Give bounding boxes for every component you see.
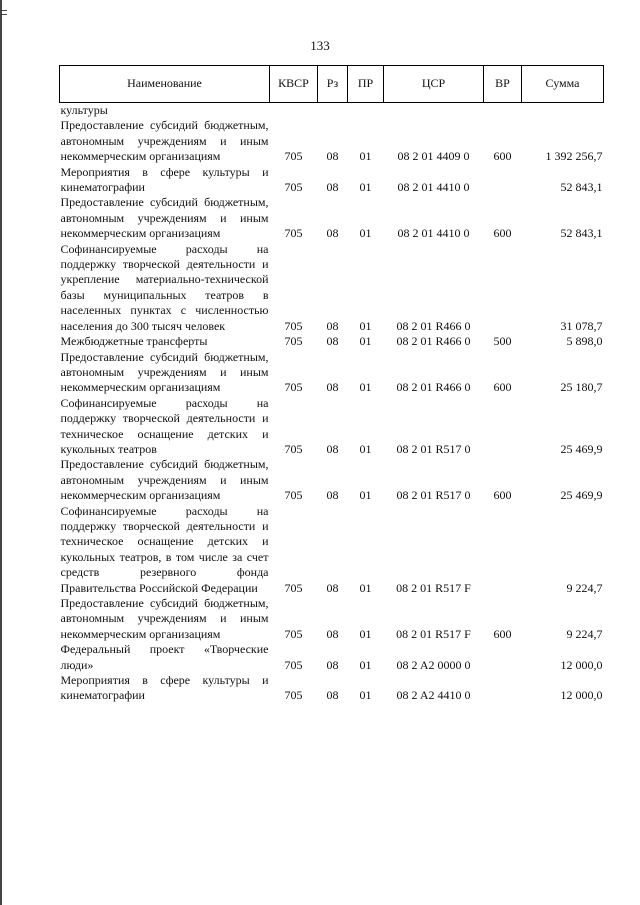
- row-csr: 08 2 01 4410 0: [397, 226, 470, 241]
- row-vr: [484, 103, 522, 119]
- row-name: Предоставление субсидий бюджетным, автономным учреждениям и иным некоммерческим организациям: [60, 596, 269, 641]
- row-kvsr: 705: [284, 149, 303, 164]
- row-kvsr: 705: [284, 380, 303, 395]
- row-vr: 600: [493, 626, 512, 641]
- row-rz: 08: [326, 180, 339, 195]
- row-rz: 08: [326, 318, 339, 333]
- row-csr: 08 2 01 R517 F: [396, 580, 471, 595]
- row-sum: 25 180,7: [560, 380, 603, 395]
- page-edge-line: [0, 0, 2, 905]
- row-rz: 08: [326, 334, 339, 349]
- header-kvsr: КВСР: [270, 66, 318, 103]
- row-rz: 08: [326, 149, 339, 164]
- table-row: [60, 457, 604, 503]
- row-pr: 01: [359, 180, 372, 195]
- row-name: Мероприятия в сфере культуры и кинематографии: [60, 673, 269, 703]
- row-kvsr: 705: [284, 318, 303, 333]
- row-pr: 01: [359, 149, 372, 164]
- budget-table: [59, 65, 604, 704]
- row-sum: 25 469,9: [560, 488, 603, 503]
- row-sum: 12 000,0: [560, 657, 603, 672]
- row-rz: [318, 103, 348, 119]
- row-kvsr: [270, 103, 318, 119]
- row-csr: 08 2 A2 0000 0: [396, 657, 471, 672]
- page-number: 133: [310, 38, 330, 53]
- row-name: Предоставление субсидий бюджетным, автономным учреждениям и иным некоммерческим организациям: [60, 457, 269, 503]
- row-kvsr: 705: [284, 441, 303, 456]
- row-vr: [484, 165, 522, 196]
- header-vr: ВР: [484, 66, 522, 103]
- row-rz: 08: [326, 380, 339, 395]
- row-vr: [484, 642, 522, 673]
- row-sum: 9 224,7: [566, 626, 603, 641]
- header-csr: ЦСР: [384, 66, 484, 103]
- row-csr: 08 2 01 4410 0: [397, 180, 470, 195]
- row-csr: 08 2 A2 4410 0: [396, 688, 471, 703]
- row-rz: 08: [326, 626, 339, 641]
- row-sum: 9 224,7: [566, 580, 603, 595]
- row-pr: 01: [359, 334, 372, 349]
- row-name: Предоставление субсидий бюджетным, автономным учреждениям и иным некоммерческим организациям: [60, 349, 269, 395]
- row-sum: 1 392 256,7: [545, 149, 603, 164]
- row-kvsr: 705: [284, 580, 303, 595]
- row-pr: 01: [359, 488, 372, 503]
- row-vr: [484, 673, 522, 704]
- row-vr: [484, 242, 522, 334]
- table-row: [60, 642, 604, 673]
- row-name: Межбюджетные трансферты: [60, 334, 208, 349]
- row-pr: 01: [359, 626, 372, 641]
- table-row: [60, 118, 604, 164]
- row-name: культуры: [60, 103, 108, 117]
- header-rz: Рз: [318, 66, 348, 103]
- row-kvsr: 705: [284, 334, 303, 349]
- table-row: [60, 673, 604, 704]
- row-pr: [348, 103, 384, 119]
- row-csr: 08 2 01 R517 F: [396, 626, 471, 641]
- table-row: [60, 165, 604, 196]
- row-pr: 01: [359, 380, 372, 395]
- table-row: [60, 242, 604, 334]
- row-kvsr: 705: [284, 180, 303, 195]
- row-sum: [522, 103, 604, 119]
- edge-mark: [0, 14, 7, 15]
- row-csr: 08 2 01 R466 0: [396, 318, 471, 333]
- row-name: Софинансируемые расходы на поддержку творческой деятельности и техническое оснащение детских и кукольных театров, в том числе за счет средств резервного фонда Правительства Российской Федерации: [60, 503, 269, 595]
- row-pr: 01: [359, 580, 372, 595]
- row-rz: 08: [326, 580, 339, 595]
- row-kvsr: 705: [284, 626, 303, 641]
- row-name: Мероприятия в сфере культуры и кинематографии: [60, 164, 269, 195]
- row-csr: 08 2 01 R466 0: [396, 334, 471, 349]
- row-kvsr: 705: [284, 657, 303, 672]
- header-pr: ПР: [348, 66, 384, 103]
- row-name: Софинансируемые расходы на поддержку творческой деятельности и укрепление материально-технической базы муниципальных театров в населенных пунктах с численностью населения до 300 тысяч человек: [60, 241, 269, 333]
- row-vr: 600: [493, 226, 512, 241]
- table-header: [60, 66, 604, 103]
- header-sum: Сумма: [522, 66, 604, 103]
- row-pr: 01: [359, 441, 372, 456]
- row-pr: 01: [359, 226, 372, 241]
- edge-mark: [0, 10, 7, 11]
- row-rz: 08: [326, 488, 339, 503]
- row-kvsr: 705: [284, 226, 303, 241]
- row-rz: 08: [326, 688, 339, 703]
- table-row: [60, 504, 604, 596]
- row-pr: 01: [359, 657, 372, 672]
- row-vr: 500: [493, 334, 512, 349]
- row-kvsr: 705: [284, 488, 303, 503]
- row-vr: 600: [493, 149, 512, 164]
- row-vr: 600: [493, 488, 512, 503]
- row-name: Федеральный проект «Творческие люди»: [60, 642, 269, 672]
- row-kvsr: 705: [284, 688, 303, 703]
- row-csr: 08 2 01 R517 0: [396, 441, 471, 456]
- row-sum: 5 898,0: [566, 334, 603, 349]
- row-name: Предоставление субсидий бюджетным, автономным учреждениям и иным некоммерческим организациям: [60, 195, 269, 241]
- table-row: [60, 195, 604, 241]
- table-row: [60, 596, 604, 642]
- table-row: [60, 350, 604, 396]
- row-name: Предоставление субсидий бюджетным, автономным учреждениям и иным некоммерческим организациям: [60, 118, 269, 164]
- row-vr: [484, 396, 522, 458]
- row-csr: 08 2 01 R517 0: [396, 488, 471, 503]
- table-body: [60, 103, 604, 704]
- row-sum: 52 843,1: [560, 226, 603, 241]
- row-vr: 600: [493, 380, 512, 395]
- table-row: [60, 334, 604, 349]
- table-row: [60, 396, 604, 458]
- row-csr: 08 2 01 R466 0: [396, 380, 471, 395]
- row-sum: 25 469,9: [560, 441, 603, 456]
- row-pr: 01: [359, 318, 372, 333]
- row-pr: 01: [359, 688, 372, 703]
- table-row: [60, 103, 604, 119]
- row-sum: 12 000,0: [560, 688, 603, 703]
- row-csr: 08 2 01 4409 0: [397, 149, 470, 164]
- row-vr: [484, 504, 522, 596]
- row-rz: 08: [326, 657, 339, 672]
- row-rz: 08: [326, 441, 339, 456]
- row-sum: 31 078,7: [560, 318, 603, 333]
- row-csr: [384, 103, 484, 119]
- row-name: Софинансируемые расходы на поддержку творческой деятельности и техническое оснащение детских и кукольных театров: [60, 395, 269, 456]
- header-name: Наименование: [60, 66, 270, 103]
- row-sum: 52 843,1: [560, 180, 603, 195]
- row-rz: 08: [326, 226, 339, 241]
